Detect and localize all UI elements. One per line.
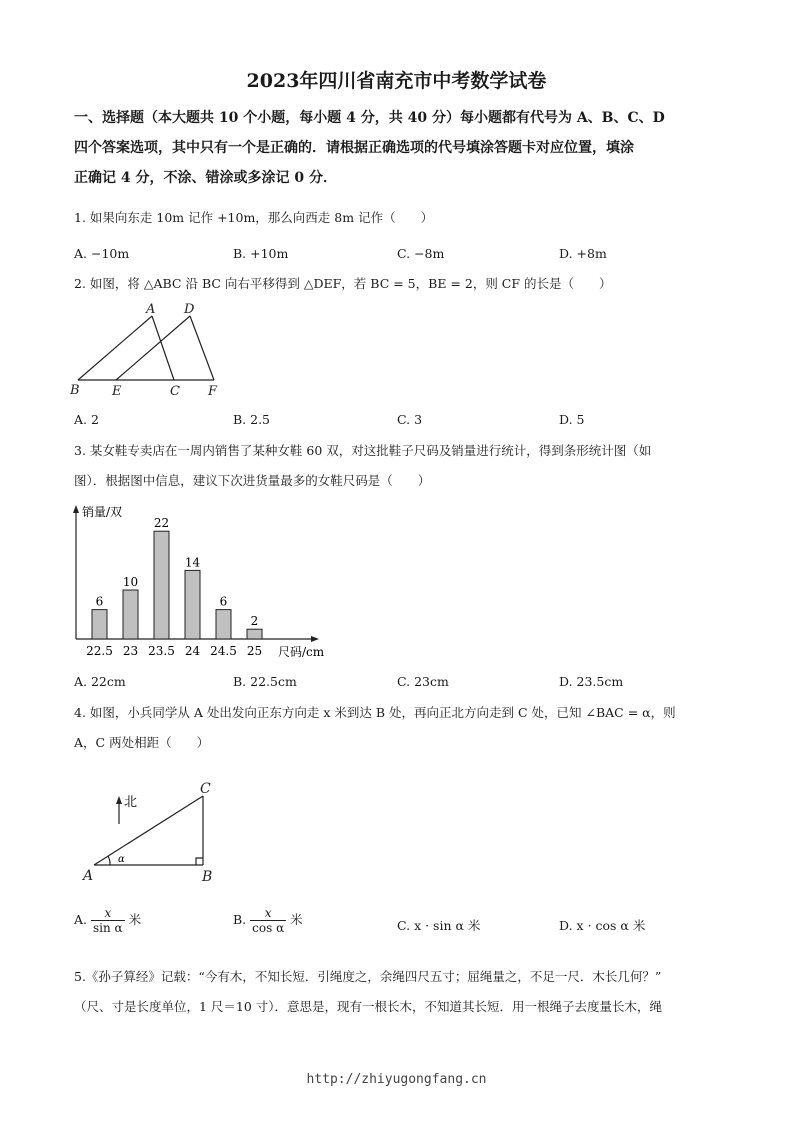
q4-stem-line-1: 4. 如图，小兵同学从 A 处出发向正东方向走 x 米到达 B 处，再向正北方向走到 C 处，已知 ∠BAC = α，则	[74, 705, 676, 720]
bar-24.5	[216, 610, 231, 639]
q4-option-a-denominator: sin α	[93, 921, 123, 935]
q3-option-c: C. 23cm	[397, 674, 449, 689]
q1-option-a: A. −10m	[74, 246, 130, 261]
q4-right-triangle-figure	[80, 772, 230, 890]
shoe-size-bar-chart	[66, 502, 336, 662]
bar-25	[247, 629, 262, 639]
q1-stem: 1. 如果向东走 10m 记作 +10m，那么向西走 8m 记作（ ）	[74, 210, 434, 225]
x-axis-label: 尺码/cm	[278, 645, 325, 659]
q3-stem-line-2: 图）．根据图中信息，建议下次进货量最多的女鞋尺码是（ ）	[74, 473, 431, 488]
bar-value-label: 6	[219, 594, 228, 609]
north-arrow-icon	[116, 796, 122, 804]
segment-ac	[94, 796, 203, 865]
point-c-label: C	[200, 781, 211, 797]
point-a-label: A	[83, 868, 94, 884]
bar-24	[185, 570, 200, 639]
point-d-label: D	[184, 302, 195, 317]
north-label: 北	[124, 795, 138, 810]
page-title: 2023年四川省南充市中考数学试卷	[246, 70, 547, 92]
x-tick-label: 23	[122, 644, 139, 658]
x-axis-arrow	[311, 636, 319, 642]
q3-option-b: B. 22.5cm	[233, 674, 297, 689]
q5-line-2: （尺、寸是长度单位，1 尺＝10 寸）．意思是，现有一根长木，不知道其长短．用一根绳子去度量长木，绳	[74, 999, 663, 1014]
q4-option-d-expression: x · cos α 米	[576, 918, 646, 933]
q4-option-a-numerator: x	[91, 906, 125, 921]
section-line-2: 四个答案选项，其中只有一个是正确的．请根据正确选项的代号填涂答题卡对应位置，填涂	[74, 140, 634, 156]
footer-url[interactable]: http://zhiyugongfang.cn	[306, 1072, 487, 1087]
q5-line-1: 5.《孙子算经》记载：“今有木，不知长短．引绳度之，余绳四尺五寸；屈绳量之，不足一尺．木长几何？”	[74, 969, 662, 984]
bar-value-label: 22	[153, 516, 170, 531]
x-tick-label: 22.5	[86, 644, 113, 658]
q4-option-c	[397, 916, 480, 934]
bar-value-label: 10	[122, 575, 139, 589]
section-line-1: 一、选择题（本大题共 10 个小题，每小题 4 分，共 40 分）每小题都有代号为 A、B、C、D	[74, 110, 665, 126]
point-b-label: B	[202, 869, 213, 885]
q2-stem: 2. 如图，将 △ABC 沿 BC 向右平移得到 △DEF，若 BC = 5，BE = 2，则 CF 的长是（ ）	[74, 276, 612, 291]
q4-option-b-unit: 米	[290, 912, 303, 927]
bar-22.5	[92, 610, 107, 639]
bar-value-label: 2	[250, 614, 259, 629]
segment-df	[190, 316, 214, 380]
point-a-label: A	[146, 302, 156, 317]
angle-alpha-label: α	[118, 854, 125, 865]
q4-option-a-fraction	[91, 906, 125, 935]
q3-option-d: D. 23.5cm	[559, 674, 624, 689]
q4-option-b-letter: B.	[233, 912, 247, 927]
x-tick-label: 23.5	[148, 644, 175, 658]
q4-stem-line-2: A，C 两处相距（ ）	[74, 735, 210, 750]
y-axis-arrow	[73, 505, 79, 513]
x-tick-label: 25	[246, 644, 263, 658]
q3-option-a: A. 22cm	[74, 674, 126, 689]
q2-translation-figure	[68, 300, 228, 400]
q4-option-a	[74, 906, 141, 935]
bar-23.5	[154, 531, 169, 639]
q1-option-d: D. +8m	[559, 246, 607, 261]
x-tick-label: 24.5	[210, 644, 237, 658]
segment-ab	[78, 316, 152, 380]
q2-option-a: A. 2	[74, 412, 99, 427]
q2-option-c: C. 3	[397, 412, 423, 427]
q2-option-b: B. 2.5	[233, 412, 271, 427]
point-e-label: E	[112, 384, 122, 399]
point-c-label: C	[170, 384, 180, 399]
x-tick-label: 24	[184, 644, 201, 658]
y-axis-label: 销量/双	[82, 505, 123, 519]
q4-option-a-letter: A.	[74, 912, 88, 927]
bar-23	[123, 590, 138, 639]
angle-arc	[108, 856, 110, 865]
section-instructions	[74, 103, 724, 193]
segment-ac	[152, 316, 174, 380]
point-b-label: B	[70, 383, 80, 398]
q4-option-a-unit: 米	[128, 912, 142, 927]
segment-ed	[116, 316, 190, 380]
q4-option-c-expression: x · sin α 米	[414, 918, 481, 933]
q4-option-b	[233, 906, 303, 935]
q4-option-d-letter: D.	[559, 918, 573, 933]
q1-option-b: B. +10m	[233, 246, 289, 261]
q4-option-b-numerator: x	[250, 906, 286, 921]
q4-option-c-letter: C.	[397, 918, 411, 933]
q4-option-d	[559, 916, 645, 934]
bar-value-label: 14	[184, 555, 201, 570]
q2-option-d: D. 5	[559, 412, 585, 427]
bar-value-label: 6	[95, 594, 104, 609]
q3-stem-line-1: 3. 某女鞋专卖店在一周内销售了某种女鞋 60 双，对这批鞋子尺码及销量进行统计，得到条形统计图（如	[74, 443, 652, 458]
q4-option-b-denominator: cos α	[252, 921, 285, 935]
right-angle-mark	[196, 858, 203, 865]
section-line-3: 正确记 4 分，不涂、错涂或多涂记 0 分．	[74, 170, 337, 186]
q1-option-c: C. −8m	[397, 246, 445, 261]
q4-option-b-fraction	[250, 906, 286, 935]
point-f-label: F	[208, 384, 218, 399]
